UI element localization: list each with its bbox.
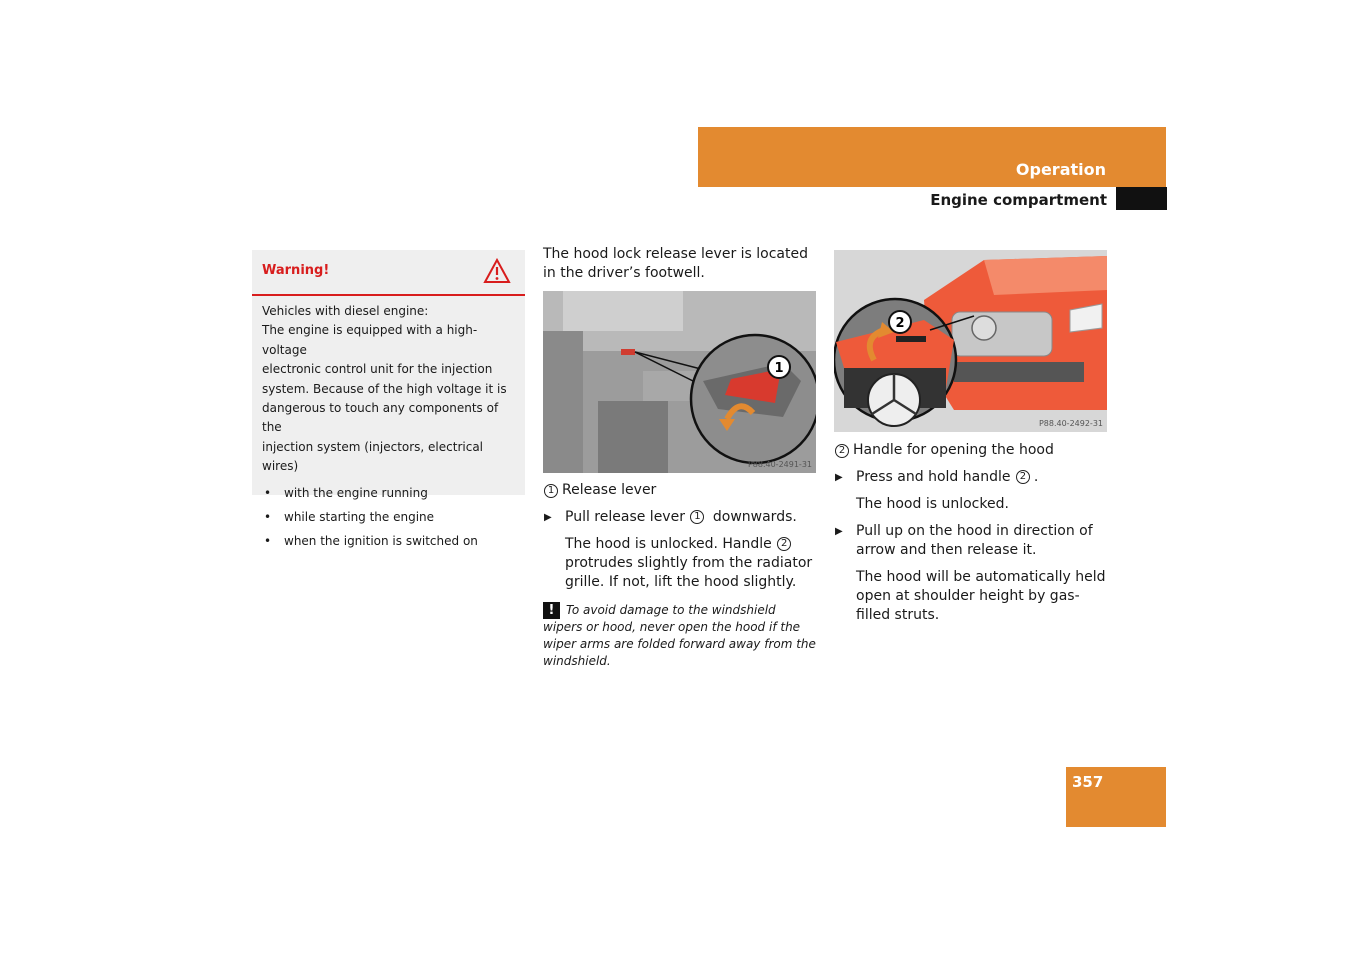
- warning-list-item: • with the engine running: [262, 481, 515, 505]
- warning-line: system. Because of the high voltage it is: [262, 381, 507, 396]
- page-number: 357: [1072, 773, 1104, 791]
- note-text: To avoid damage to the windshield wipers or hood, never open the hood if the wiper arms are folded forward away from the windshield.: [543, 603, 816, 668]
- caution-note: [543, 602, 816, 670]
- subsection-title: Engine compartment: [930, 191, 1107, 209]
- warning-line: dangerous to touch any components of the: [262, 401, 499, 435]
- figure-caption: [834, 441, 1107, 460]
- figure-callout-2: 2: [895, 316, 905, 331]
- warning-box: [252, 250, 525, 548]
- step-text: downwards.: [712, 509, 797, 525]
- warning-header: [252, 250, 525, 296]
- page-number-box: [1066, 767, 1166, 827]
- footwell-illustration: [543, 291, 816, 473]
- step-text: Pull release lever: [565, 509, 685, 525]
- warning-title: Warning!: [262, 263, 330, 278]
- warning-line: The engine is equipped with a high-voltage: [262, 323, 478, 357]
- release-lever-column: [543, 245, 816, 670]
- callout-number-2: 2: [777, 537, 791, 551]
- caution-icon: !: [543, 602, 560, 619]
- hood-handle-figure: [834, 250, 1107, 432]
- figure-code: P88.40-2492-31: [1038, 419, 1103, 428]
- warning-triangle-icon: [483, 258, 511, 284]
- instruction-step: [834, 468, 1107, 487]
- callout-number-1: 1: [544, 484, 558, 498]
- warning-list-item: • when the ignition is switched on: [262, 529, 515, 553]
- step-result: The hood is unlocked.: [856, 496, 1009, 512]
- warning-line: electronic control unit for the injection: [262, 362, 493, 377]
- caption-text: Handle for opening the hood: [853, 442, 1054, 458]
- section-header-bar: [698, 127, 1166, 187]
- step-text: .: [1033, 469, 1039, 485]
- figure-caption: [543, 481, 816, 500]
- intro-text: The hood lock release lever is located in the driver’s footwell.: [543, 246, 809, 281]
- step-result: [543, 535, 816, 592]
- callout-number-2: 2: [1016, 470, 1030, 484]
- warning-body: [252, 296, 525, 553]
- callout-number-2: 2: [835, 444, 849, 458]
- figure-callout-1: 1: [774, 361, 784, 376]
- instruction-step: [543, 508, 816, 527]
- caption-text: Release lever: [562, 482, 657, 498]
- step-text: Press and hold handle: [856, 469, 1011, 485]
- section-tab-marker: [1116, 187, 1167, 210]
- section-title: Operation: [1015, 160, 1106, 179]
- figure-code: P88.40-2491-31: [747, 460, 812, 469]
- release-lever-figure: [543, 291, 816, 473]
- warning-line: Vehicles with diesel engine:: [262, 304, 429, 318]
- instruction-step: ▶ Pull up on the hood in direction of arrow and then release it.: [834, 522, 1107, 560]
- warning-list-item: • while starting the engine: [262, 505, 515, 529]
- car-front-illustration: [834, 250, 1107, 432]
- step-result: The hood will be automatically held open at shoulder height by gas-filled struts.: [856, 569, 1106, 623]
- result-text: protrudes slightly from the radiator grille. If not, lift the hood slightly.: [565, 555, 813, 590]
- result-text: The hood is unlocked. Handle: [565, 536, 772, 552]
- hood-handle-column: [834, 250, 1107, 625]
- warning-list: [262, 481, 515, 553]
- callout-number-1: 1: [690, 510, 704, 524]
- warning-line: injection system (injectors, electrical wires): [262, 439, 484, 474]
